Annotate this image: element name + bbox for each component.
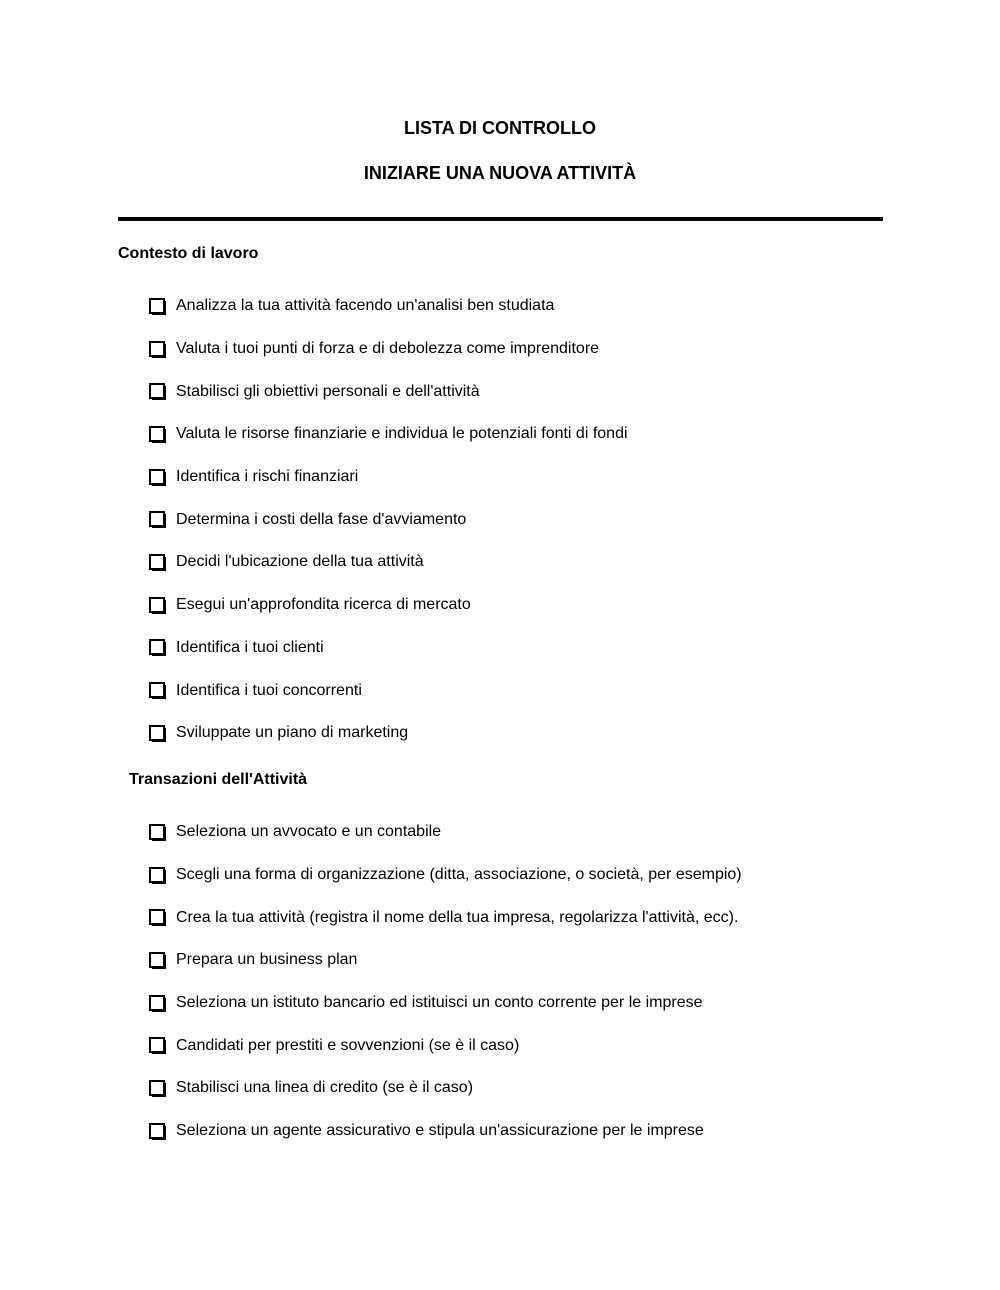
checklist-item-label: Seleziona un agente assicurativo e stipula un'assicurazione per le imprese [176,1122,704,1140]
checkbox-icon[interactable] [149,597,165,614]
checklist-item-label: Esegui un'approfondita ricerca di mercato [176,596,471,614]
checklist-item-label: Determina i costi della fase d'avviamento [176,510,467,528]
checklist-item [149,896,742,939]
checklist-item [149,982,742,1025]
document-subtitle: INIZIARE UNA NUOVA ATTIVITÀ [363,163,637,183]
checklist-item-label: Valuta le risorse finanziarie e individua le potenziali fonti di fondi [176,425,628,443]
checkbox-icon[interactable] [149,952,165,969]
checklist-item [149,456,628,499]
checkbox-icon[interactable] [149,383,165,400]
checklist-item-label: Valuta i tuoi punti di forza e di debolezza come imprenditore [176,340,600,358]
document-title: LISTA DI CONTROLLO [404,118,596,138]
checklist-contesto [149,285,628,755]
checklist-item-label: Analizza la tua attività facendo un'analisi ben studiata [176,297,555,315]
checkbox-icon[interactable] [149,682,165,699]
checkbox-icon[interactable] [149,867,165,884]
checklist-item [149,584,628,627]
checklist-item [149,498,628,541]
checklist-item [149,413,628,456]
section-heading-transazioni: Transazioni dell'Attività [129,771,308,788]
checklist-item-label: Crea la tua attività (registra il nome della tua impresa, regolarizza l'attività, ecc). [176,908,739,926]
section-heading-contesto: Contesto di lavoro [118,245,259,262]
checklist-item [149,854,742,897]
checkbox-icon[interactable] [149,909,165,926]
checklist-item [149,811,742,854]
checklist-item-label: Candidati per prestiti e sovvenzioni (se è il caso) [176,1036,520,1054]
checklist-item-label: Seleziona un avvocato e un contabile [176,823,442,841]
checklist-item-label: Sviluppate un piano di marketing [176,724,409,742]
checklist-transazioni [149,811,742,1153]
checklist-item [149,370,628,413]
checkbox-icon[interactable] [149,639,165,656]
checkbox-icon[interactable] [149,341,165,358]
checklist-item [149,285,628,328]
checklist-item [149,939,742,982]
checklist-item [149,627,628,670]
checkbox-icon[interactable] [149,426,165,443]
checklist-item [149,328,628,371]
checkbox-icon[interactable] [149,995,165,1012]
checklist-item [149,669,628,712]
checkbox-icon[interactable] [149,725,165,742]
checklist-item [149,712,628,755]
checklist-item-label: Stabilisci una linea di credito (se è il caso) [176,1079,474,1097]
horizontal-divider [118,217,883,221]
checklist-item [149,541,628,584]
checklist-item [149,1024,742,1067]
checklist-item-label: Prepara un business plan [176,951,358,969]
checkbox-icon[interactable] [149,298,165,315]
checkbox-icon[interactable] [149,1080,165,1097]
checklist-item-label: Decidi l'ubicazione della tua attività [176,553,424,571]
checklist-item-label: Stabilisci gli obiettivi personali e dell'attività [176,382,480,400]
checkbox-icon[interactable] [149,554,165,571]
checklist-item [149,1110,742,1153]
checkbox-icon[interactable] [149,511,165,528]
checklist-item-label: Identifica i tuoi concorrenti [176,681,362,699]
checkbox-icon[interactable] [149,469,165,486]
checkbox-icon[interactable] [149,1123,165,1140]
checklist-item-label: Seleziona un istituto bancario ed istituisci un conto corrente per le imprese [176,994,703,1012]
checklist-item-label: Identifica i rischi finanziari [176,468,359,486]
checklist-item [149,1067,742,1110]
checklist-item-label: Scegli una forma di organizzazione (ditta, associazione, o società, per esempio) [176,866,742,884]
checkbox-icon[interactable] [149,824,165,841]
checklist-item-label: Identifica i tuoi clienti [176,638,324,656]
checkbox-icon[interactable] [149,1037,165,1054]
